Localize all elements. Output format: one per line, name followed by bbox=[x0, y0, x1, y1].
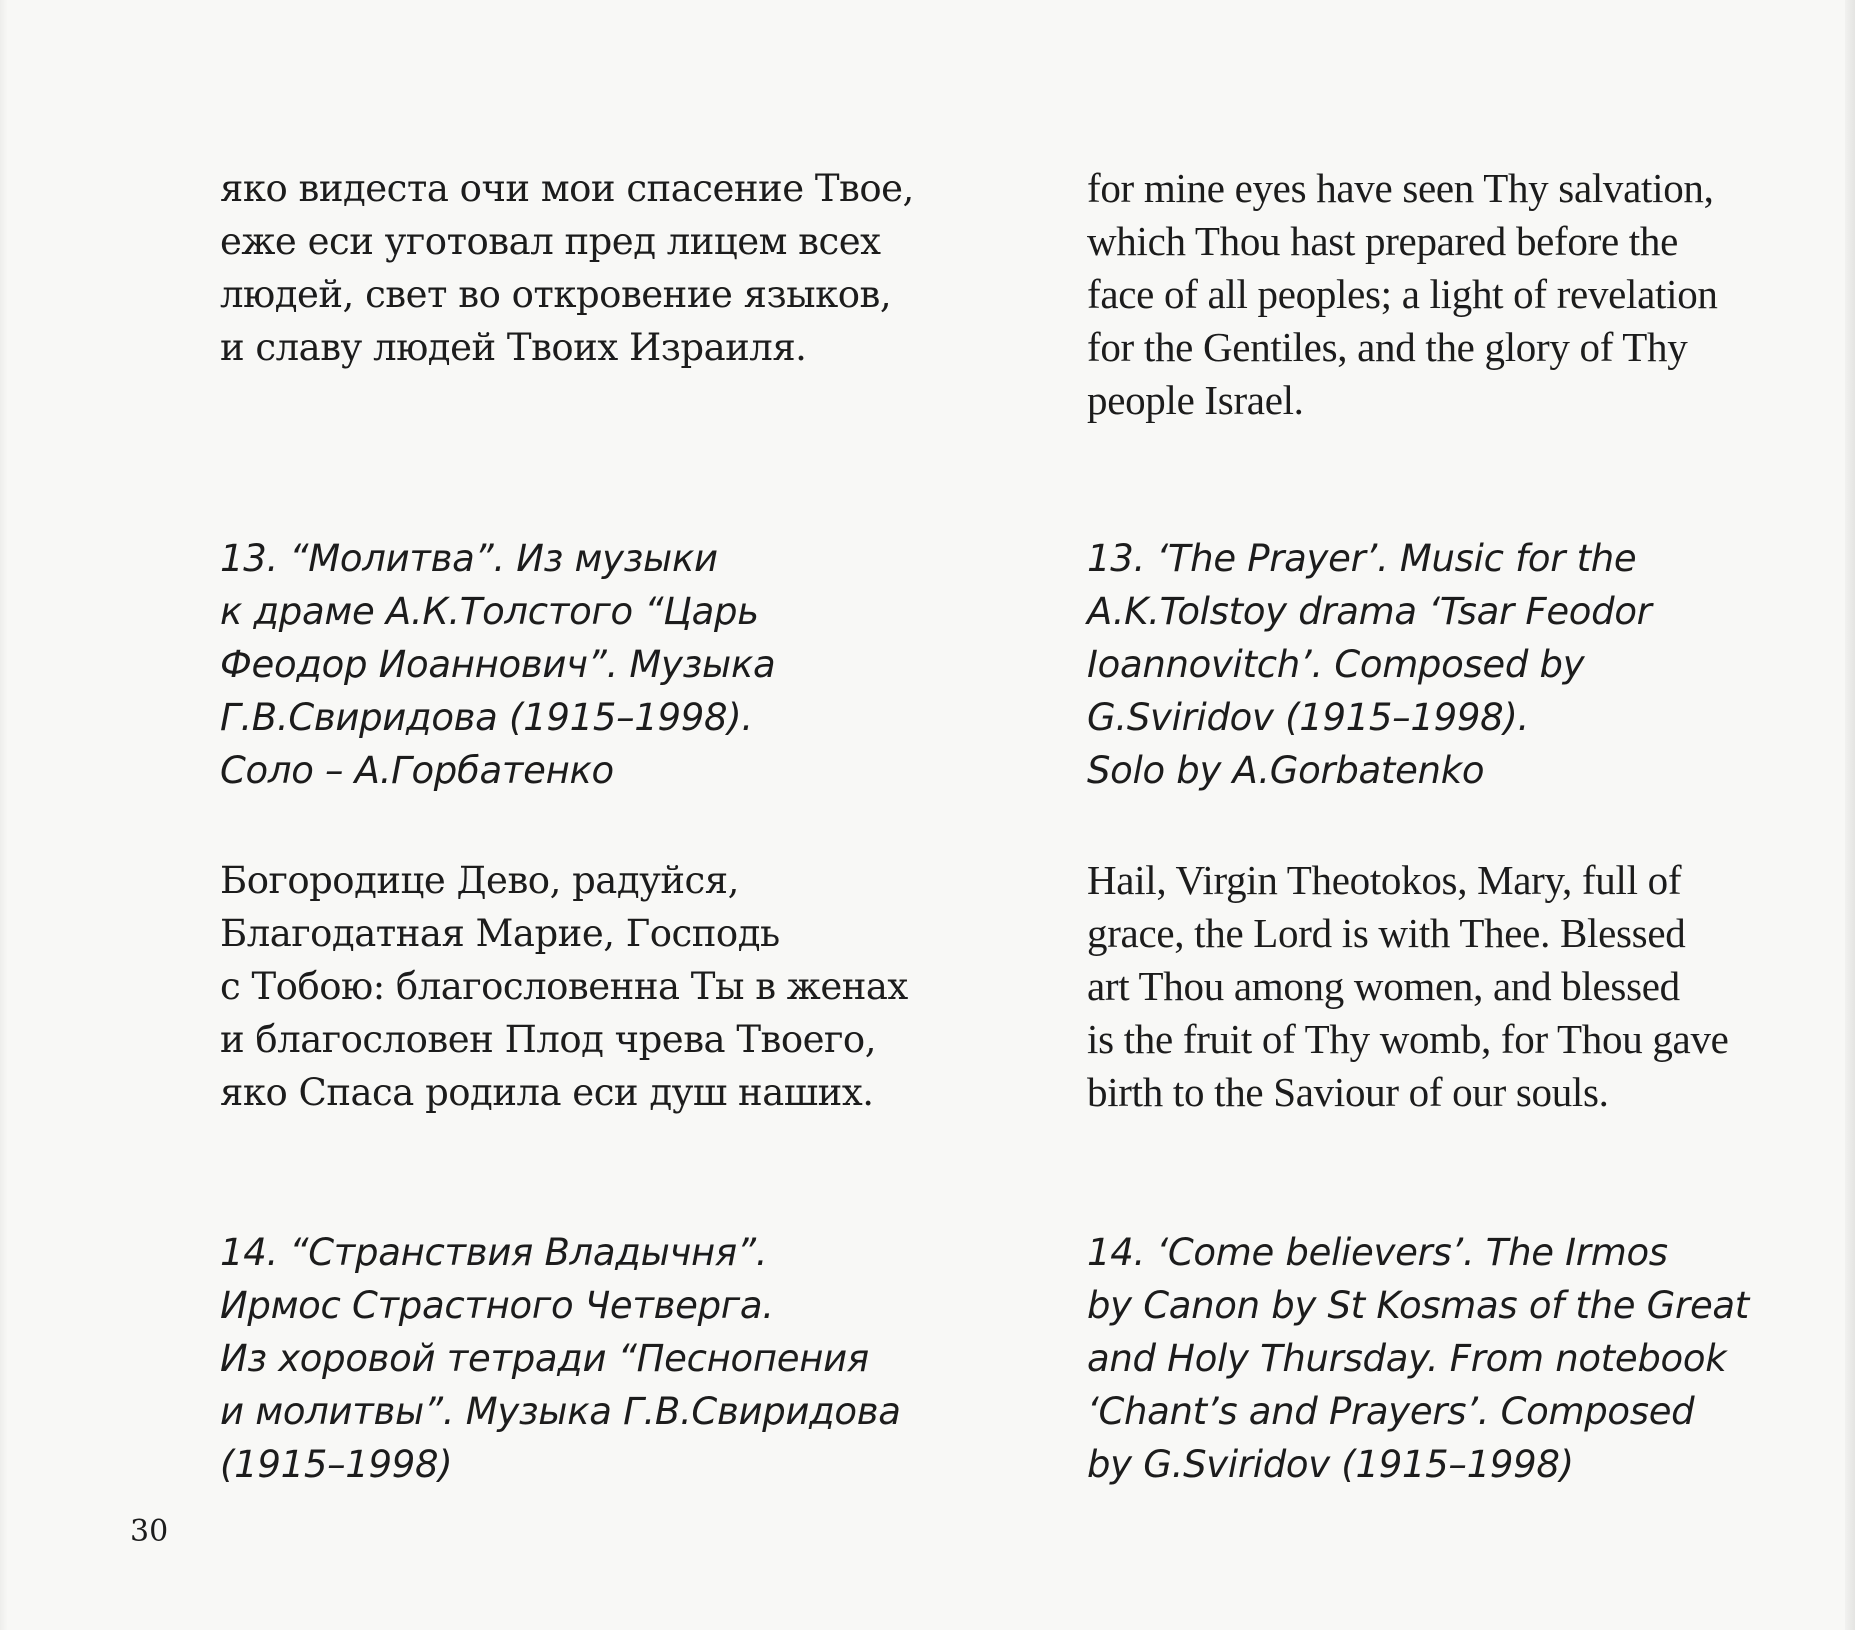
verse-english bbox=[1087, 162, 1718, 427]
text-line: яко Спаса родила еси душ наших. bbox=[220, 1071, 874, 1114]
text-line: Феодор Иоаннович”. Музыка bbox=[220, 643, 776, 686]
text-line: which Thou hast prepared before the bbox=[1087, 218, 1678, 264]
text-line: и славу людей Твоих Израиля. bbox=[220, 326, 807, 369]
text-line: and Holy Thursday. From notebook bbox=[1087, 1337, 1727, 1380]
text-line: Г.В.Свиридова (1915–1998). bbox=[220, 696, 753, 739]
text-line: яко видеста очи мои спасение Твое, bbox=[220, 167, 914, 210]
track-heading-english bbox=[1087, 1226, 1749, 1491]
text-line: G.Sviridov (1915–1998). bbox=[1087, 696, 1529, 739]
text-line: by G.Sviridov (1915–1998) bbox=[1087, 1443, 1574, 1486]
text-line: is the fruit of Thy womb, for Thou gave bbox=[1087, 1016, 1729, 1062]
text-line: еже еси уготовал пред лицем всех bbox=[220, 220, 881, 263]
text-line: grace, the Lord is with Thee. Blessed bbox=[1087, 910, 1686, 956]
text-line: 14. “Странствия Владычня”. bbox=[220, 1231, 768, 1274]
text-line: Благодатная Марие, Господь bbox=[220, 912, 780, 955]
text-line: людей, свет во откровение языков, bbox=[220, 273, 892, 316]
text-line: 14. ‘Come believers’. The Irmos bbox=[1087, 1231, 1668, 1274]
text-line: A.K.Tolstoy drama ‘Tsar Feodor bbox=[1087, 590, 1652, 633]
text-line: art Thou among women, and blessed bbox=[1087, 963, 1680, 1009]
text-line: (1915–1998) bbox=[220, 1443, 453, 1486]
text-line: Соло – А.Горбатенко bbox=[220, 749, 614, 792]
text-line: 13. ‘The Prayer’. Music for the bbox=[1087, 537, 1637, 580]
page-edge-shadow bbox=[1845, 0, 1855, 1630]
text-line: for the Gentiles, and the glory of Thy bbox=[1087, 324, 1688, 370]
verse-english bbox=[1087, 854, 1729, 1119]
text-line: ‘Chant’s and Prayers’. Composed bbox=[1087, 1390, 1695, 1433]
text-line: face of all peoples; a light of revelation bbox=[1087, 271, 1718, 317]
verse-russian bbox=[220, 854, 908, 1119]
text-line: people Israel. bbox=[1087, 377, 1304, 423]
text-line: к драме А.К.Толстого “Царь bbox=[220, 590, 759, 633]
track-heading-english bbox=[1087, 532, 1652, 797]
text-line: Solo by A.Gorbatenko bbox=[1087, 749, 1485, 792]
text-line: с Тобою: благословенна Ты в женах bbox=[220, 965, 908, 1008]
text-line: Hail, Virgin Theotokos, Mary, full of bbox=[1087, 857, 1682, 903]
text-line: Из хоровой тетради “Песнопения bbox=[220, 1337, 869, 1380]
track-heading-russian bbox=[220, 1226, 901, 1491]
text-line: и благословен Плод чрева Твоего, bbox=[220, 1018, 876, 1061]
text-line: by Canon by St Kosmas of the Great bbox=[1087, 1284, 1749, 1327]
text-line: Ирмос Страстного Четверга. bbox=[220, 1284, 774, 1327]
verse-russian bbox=[220, 162, 914, 374]
text-line: 13. “Молитва”. Из музыки bbox=[220, 537, 718, 580]
text-line: birth to the Saviour of our souls. bbox=[1087, 1069, 1609, 1115]
page-number: 30 bbox=[130, 1514, 169, 1549]
page-edge-shadow bbox=[0, 0, 8, 1630]
text-line: Богородице Дево, радуйся, bbox=[220, 859, 739, 902]
text-line: Ioannovitch’. Composed by bbox=[1087, 643, 1585, 686]
track-heading-russian bbox=[220, 532, 775, 797]
text-line: и молитвы”. Музыка Г.В.Свиридова bbox=[220, 1390, 901, 1433]
text-line: for mine eyes have seen Thy salvation, bbox=[1087, 165, 1714, 211]
